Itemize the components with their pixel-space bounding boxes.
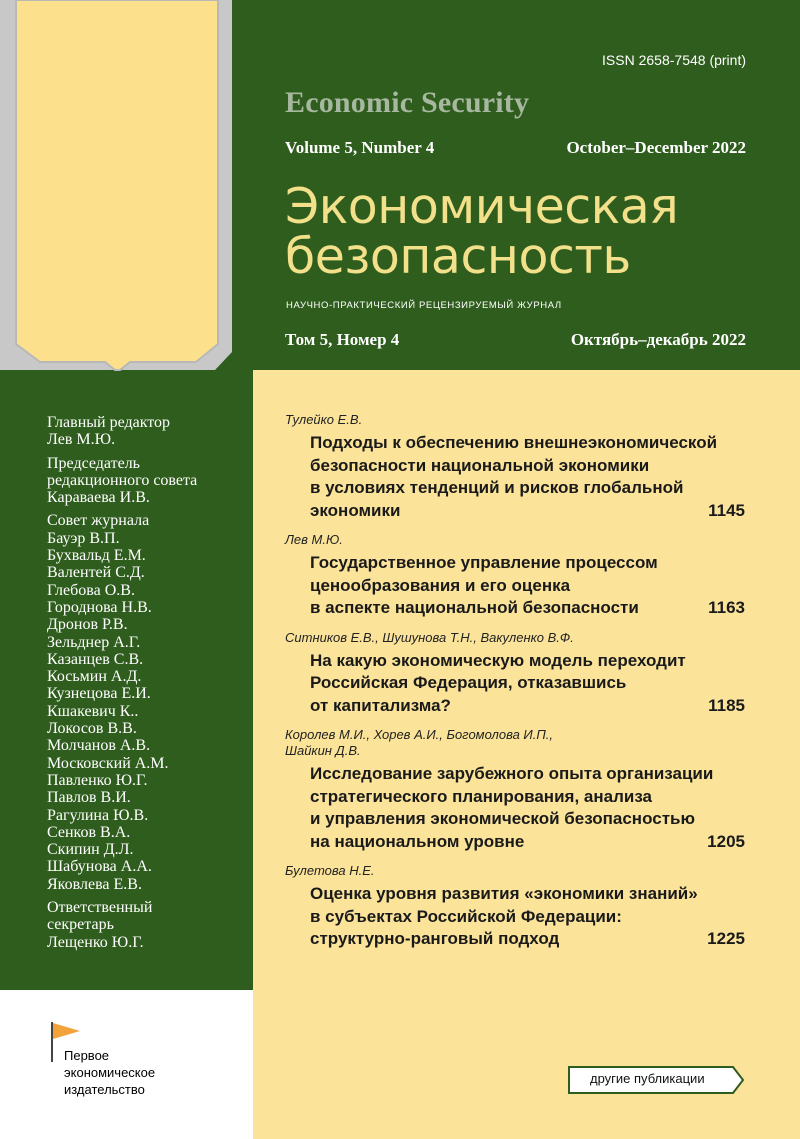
journal-subtitle: НАУЧНО-ПРАКТИЧЕСКИЙ РЕЦЕНЗИРУЕМЫЙ ЖУРНАЛ [286,300,562,311]
article-authors: Королев М.И., Хорев А.И., Богомолова И.П., [285,727,553,742]
publisher-line-1: Первое [64,1048,110,1063]
board-line: Городнова Н.В. [47,598,152,616]
article-title-line: в субъектах Российской Федерации: [310,906,622,926]
russian-date: Октябрь–декабрь 2022 [570,330,746,349]
article-title[interactable] [285,432,745,522]
article-entry[interactable] [285,532,745,620]
board-line: Локосов В.В. [47,720,137,738]
article-page-number: 1225 [707,929,745,948]
article-authors: Шайкин Д.В. [285,743,361,758]
board-line: Кшакевич К.. [47,702,139,720]
article-title-line: Российская Федерация, отказавшись [310,673,627,692]
board-group [47,455,247,507]
board-line: Бухвальд Е.М. [47,547,146,565]
board-line: Шабунова А.А. [47,858,152,876]
editorial-board [47,414,247,957]
article-title-line: стратегического планирования, анализа [310,786,653,806]
article-title-line: в условиях тенденций и рисков глобальной [310,478,684,497]
article-title-line: структурно-ранговый подход [310,929,560,948]
article-authors: Лев М.Ю. [285,532,343,547]
article-title[interactable] [285,763,745,853]
russian-volume: Том 5, Номер 4 [285,330,400,349]
board-line: Скипин Д.Л. [47,841,134,859]
article-title-line: Подходы к обеспечению внешнеэкономической [310,433,718,452]
article-entry[interactable] [285,727,745,853]
board-line: Совет журнала [47,512,150,530]
article-title[interactable] [285,552,745,620]
article-entry[interactable] [285,630,745,718]
board-line: Бауэр В.П. [47,529,120,547]
article-title-line: Исследование зарубежного опыта организации [310,764,714,783]
article-title-line: от капитализма? [310,695,451,715]
board-line: Молчанов А.В. [47,737,151,755]
board-line: Кузнецова Е.И. [47,685,151,703]
board-line: Дронов Р.В. [47,616,128,634]
board-line: Рагулина Ю.В. [47,806,149,824]
russian-title-line-1: Экономическая [285,178,679,235]
board-line: Лещенко Ю.Г. [47,933,144,951]
board-group [47,414,247,449]
board-line: Зельднер А.Г. [47,633,141,651]
article-title[interactable] [285,883,745,951]
board-line: Яковлева Е.В. [47,875,142,893]
board-line: Караваева И.В. [47,489,150,507]
board-line: Сенков В.А. [47,823,131,841]
board-line: редакционного совета [47,471,198,489]
publisher-line-3: издательство [64,1082,145,1097]
article-entry[interactable] [285,412,745,522]
board-line: Глебова О.В. [47,581,135,599]
article-authors: Тулейко Е.В. [285,412,363,427]
board-line: секретарь [47,916,114,934]
board-line: Московский А.М. [47,754,169,772]
board-line: Казанцев С.В. [47,650,144,668]
board-line: Председатель [47,454,140,472]
russian-title-line-2: безопасность [285,228,631,285]
other-publications-label[interactable]: другие публикации [590,1071,705,1086]
decorative-banner [0,0,253,400]
board-line: Лев М.Ю. [47,431,116,449]
english-date: October–December 2022 [566,138,746,157]
article-title-line: в аспекте национальной безопасности [310,598,639,617]
article-title-line: На какую экономическую модель переходит [310,650,686,670]
english-volume: Volume 5, Number 4 [285,138,435,157]
article-title-line: безопасности национальной экономики [310,455,650,475]
board-line: Ответственный [47,899,153,917]
english-title: Economic Security [285,86,530,119]
board-group [47,512,247,893]
board-line: Главный редактор [47,414,171,431]
publisher-line-2: экономическое [64,1065,156,1080]
article-authors: Булетова Н.Е. [285,863,375,878]
board-group [47,899,247,951]
article-title-line: экономики [310,500,401,520]
board-line: Павлов В.И. [47,789,131,807]
article-page-number: 1205 [707,831,745,851]
article-page-number: 1185 [708,695,745,715]
article-title[interactable] [285,650,745,718]
article-authors: Ситников Е.В., Шушунова Т.Н., Вакуленко В.Ф. [285,629,574,645]
article-title-line: Оценка уровня развития «экономики знаний» [310,884,698,903]
article-entry[interactable] [285,863,745,951]
board-line: Павленко Ю.Г. [47,771,148,789]
board-line: Валентей С.Д. [47,564,145,582]
publisher-name [64,1047,155,1098]
article-page-number: 1163 [708,598,745,617]
article-page-number: 1145 [708,500,745,520]
article-title-line: Государственное управление процессом [310,553,658,572]
article-title-line: на национальном уровне [310,831,525,851]
table-of-contents [285,412,745,961]
russian-title [285,178,679,285]
article-title-line: ценообразования и его оценка [310,575,571,595]
board-line: Косьмин А.Д. [47,668,142,686]
issn: ISSN 2658-7548 (print) [602,52,746,68]
article-title-line: и управления экономической безопасностью [310,809,695,828]
